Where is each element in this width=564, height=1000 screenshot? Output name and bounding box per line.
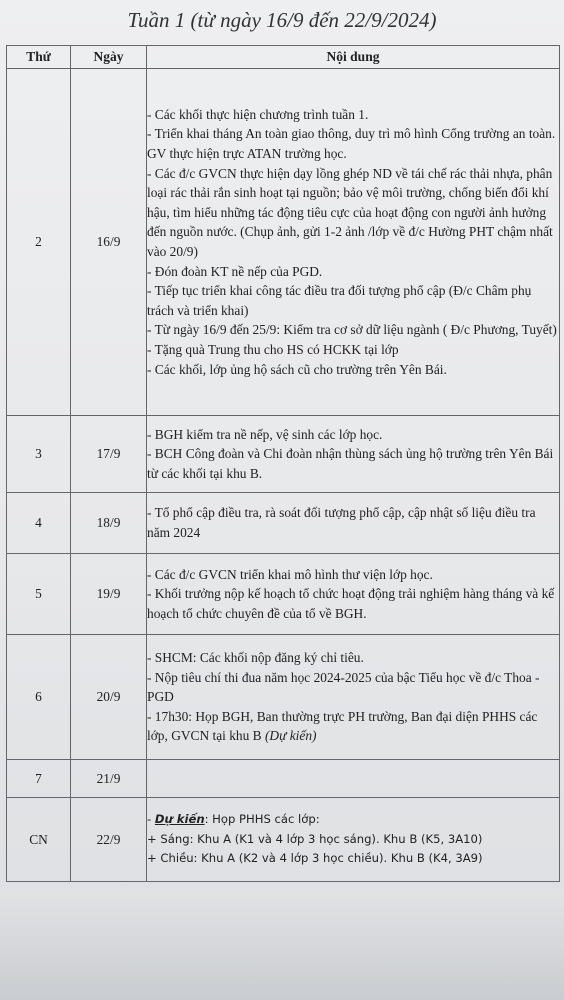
day-cell: 3 <box>7 416 71 493</box>
table-header-row <box>7 46 560 69</box>
day-cell: CN <box>7 798 71 882</box>
date-cell: 19/9 <box>71 554 147 635</box>
content-line: - Các đ/c GVCN triển khai mô hình thư viện lớp học. <box>147 566 433 582</box>
header-thu: Thứ <box>7 46 71 69</box>
content-line: - Đón đoàn KT nề nếp của PGD. <box>147 263 323 279</box>
table-row <box>7 798 560 882</box>
day-cell: 4 <box>7 493 71 554</box>
weekly-schedule-table <box>6 45 560 882</box>
day-cell: 7 <box>7 760 71 798</box>
tentative-note: (Dự kiến) <box>264 728 317 744</box>
content-line: - Tiếp tục triển khai công tác điều tra đối tượng phổ cập (Đ/c Châm phụ trách và triển khai) <box>147 283 532 318</box>
content-line: - Các đ/c GVCN thực hiện dạy lồng ghép ND về tái chế rác thải nhựa, phân loại rác thải rắn sinh hoạt tại nguồn; bảo vệ môi trường, chống biến đổi khí hậu, tìm hiểu những tác động tiêu cực của hoạt động con người ảnh hưởng đến nguồn nước. (Chụp ảnh, gửi 1-2 ảnh /lớp về đ/c Hường PHT chậm nhất vào 20/9) <box>147 165 553 259</box>
table-row <box>7 416 560 493</box>
content-line: + Sáng: Khu A (K1 và 4 lớp 3 học sáng). Khu B (K5, 3A10) <box>147 831 483 846</box>
content-line <box>147 810 559 830</box>
table-row <box>7 635 560 760</box>
content-line: - Các khối thực hiện chương trình tuần 1. <box>147 106 369 122</box>
date-cell: 18/9 <box>71 493 147 554</box>
header-ngay: Ngày <box>71 46 147 69</box>
day-cell: 6 <box>7 635 71 760</box>
page-title: Tuần 1 (từ ngày 16/9 đến 22/9/2024) <box>127 8 437 32</box>
content-line: - Tặng quà Trung thu cho HS có HCKK tại lớp <box>147 341 399 357</box>
content-cell <box>147 416 560 493</box>
content-cell <box>147 493 560 554</box>
date-cell: 20/9 <box>71 635 147 760</box>
content-line: - Khối trưởng nộp kế hoạch tổ chức hoạt động trải nghiệm hàng tháng và kế hoạch tổ chức chuyên đề của tổ về BGH. <box>147 586 555 621</box>
date-cell: 21/9 <box>71 760 147 798</box>
table-row <box>7 554 560 635</box>
table-row <box>7 493 560 554</box>
date-cell: 22/9 <box>71 798 147 882</box>
content-cell <box>147 635 560 760</box>
content-cell <box>147 69 560 416</box>
content-line: - BGH kiểm tra nề nếp, vệ sinh các lớp học. <box>147 426 383 442</box>
content-line: + Chiều: Khu A (K2 và 4 lớp 3 học chiều). Khu B (K4, 3A9) <box>147 851 483 866</box>
content-line <box>147 707 559 746</box>
content-line: - Nộp tiêu chí thi đua năm học 2024-2025 của bậc Tiểu học về đ/c Thoa - PGD <box>147 669 540 705</box>
table-row <box>7 69 560 416</box>
day-cell: 5 <box>7 554 71 635</box>
content-cell-empty <box>147 760 560 798</box>
date-cell: 17/9 <box>71 416 147 493</box>
content-line-text: : Họp PHHS các lớp: <box>204 812 320 827</box>
content-line-text: - 17h30: Họp BGH, Ban thường trực PH trường, Ban đại diện PHHS các lớp, GVCN tại khu B <box>147 708 538 744</box>
content-line: - Các khối, lớp ủng hộ sách cũ cho trường trên Yên Bái. <box>147 361 447 377</box>
paper-bottom-margin <box>0 888 564 1000</box>
content-cell <box>147 798 560 882</box>
dash-prefix: - <box>147 812 155 827</box>
table-row <box>7 760 560 798</box>
header-noi-dung: Nội dung <box>147 46 560 69</box>
content-line: - SHCM: Các khối nộp đăng ký chỉ tiêu. <box>147 650 364 666</box>
date-cell: 16/9 <box>71 69 147 416</box>
content-line: - Từ ngày 16/9 đến 25/9: Kiểm tra cơ sở dữ liệu ngành ( Đ/c Phương, Tuyết) <box>147 322 557 338</box>
content-line: - Triển khai tháng An toàn giao thông, duy trì mô hình Cổng trường an toàn. GV thực hiện trực ATAN trường học. <box>147 126 556 162</box>
content-cell <box>147 554 560 635</box>
content-line: - BCH Công đoàn và Chi đoàn nhận thùng sách ủng hộ trường trên Yên Bái từ các khối tại khu B. <box>147 446 554 481</box>
tentative-label: Dự kiến <box>154 812 205 827</box>
day-cell: 2 <box>7 69 71 416</box>
content-line: - Tổ phổ cập điều tra, rà soát đối tượng phổ cập, cập nhật số liệu điều tra năm 2024 <box>147 505 536 540</box>
